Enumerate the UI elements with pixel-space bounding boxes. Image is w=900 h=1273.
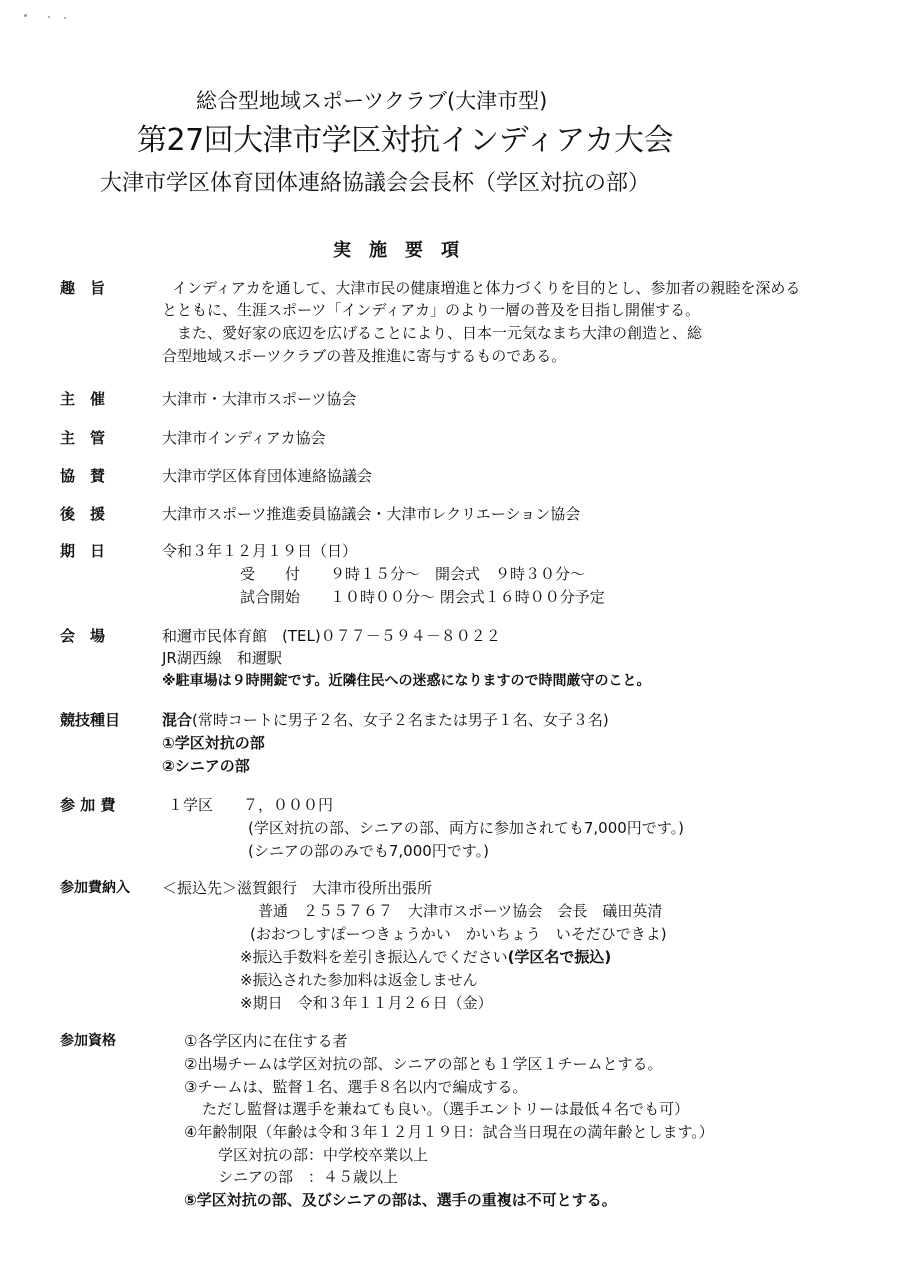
payment-fee-note-bold: (学区名で振込)	[507, 948, 612, 966]
payment-fee-note-text: ※振込手数料を差引き振込んでください	[240, 948, 508, 966]
match-time: 試合開始 １０時００分～ 閉会式１６時００分予定	[240, 588, 605, 606]
payment-deadline: ※期日 令和３年１１月２６日（金）	[240, 994, 493, 1012]
events-main	[162, 710, 609, 730]
age-limit-district: 学区対抗の部：中学校卒業以上	[218, 1146, 429, 1164]
label-purpose: 趣 旨	[60, 279, 106, 297]
scan-speck	[24, 14, 27, 17]
payment-bank: ＜振込先＞滋賀銀行 大津市役所出張所	[162, 879, 433, 897]
events-main-detail: (常時コートに男子２名、女子２名または男子１名、女子３名)	[192, 711, 609, 729]
eligibility-5: ⑤学区対抗の部、及びシニアの部は、選手の重複は不可とする。	[184, 1191, 617, 1209]
purpose-line-1: インディアカを通して、大津市民の健康増進と体力づくりを目的とし、参加者の親睦を深める	[172, 279, 801, 297]
event-date: 令和３年１２月１９日（日）	[162, 542, 358, 560]
eligibility-3: ③チームは、監督１名、選手８名以内で編成する。	[184, 1078, 528, 1096]
organizer-value: 大津市・大津市スポーツ協会	[162, 390, 357, 408]
payment-account-kana: (おおつしすぽーつきょうかい かいちょう いそだひできよ)	[250, 925, 667, 943]
fee-note-1: (学区対抗の部、シニアの部、両方に参加されても7,000円です。)	[248, 819, 684, 837]
eligibility-4: ④年齢制限（年齢は令和３年１２月１９日：試合当日現在の満年齢とします。）	[184, 1123, 714, 1141]
venue-name: 和邇市民体育館 (TEL)０７７－５９４－８０２２	[162, 627, 501, 645]
purpose-line-4: 合型地域スポーツクラブの普及推進に寄与するものである。	[162, 347, 567, 365]
cosponsor-value: 大津市学区体育団体連絡協議会	[162, 467, 373, 485]
label-cosponsor: 協 賛	[60, 467, 106, 485]
support-value: 大津市スポーツ推進委員協議会・大津市レクリエーション協会	[162, 505, 581, 523]
eligibility-1: ①各学区内に在住する者	[184, 1032, 348, 1050]
event-item-1: ①学区対抗の部	[162, 734, 265, 752]
purpose-line-2: とともに、生涯スポーツ「インディアカ」のより一層の普及を目指し開催する。	[162, 301, 701, 319]
label-venue: 会 場	[60, 627, 106, 645]
parking-note: ※駐車場は９時開錠です。近隣住民への迷惑になりますので時間厳守のこと。	[162, 673, 651, 689]
label-eligibility: 参加資格	[60, 1033, 116, 1049]
payment-fee-note	[240, 947, 611, 967]
label-date: 期 日	[60, 542, 106, 560]
label-management: 主 管	[60, 429, 106, 447]
label-fee: 参 加 費	[60, 796, 116, 814]
header-cup-title: 大津市学区体育団体連絡協議会会長杯（学区対抗の部）	[100, 171, 651, 196]
page-title: 第27回大津市学区対抗インディアカ大会	[137, 123, 673, 158]
header-subtitle: 総合型地域スポーツクラブ(大津市型)	[196, 89, 548, 113]
fee-amount: １学区 ７，０００円	[168, 796, 334, 814]
eligibility-3-note: ただし監督は選手を兼ねても良い。（選手エントリーは最低４名でも可）	[202, 1100, 690, 1118]
purpose-line-3: また、愛好家の底辺を広げることにより、日本一元気なまち大津の創造と、総	[162, 324, 703, 342]
label-support: 後 援	[60, 505, 106, 523]
scan-speck	[48, 16, 50, 18]
fee-note-2: (シニアの部のみでも7,000円です。)	[248, 842, 489, 860]
events-main-bold: 混合	[162, 711, 193, 729]
management-value: 大津市インディアカ協会	[162, 429, 326, 447]
label-organizer: 主 催	[60, 390, 106, 408]
venue-access: JR湖西線 和邇駅	[162, 649, 282, 667]
label-events: 競技種目	[60, 711, 121, 729]
event-item-2: ②シニアの部	[162, 757, 250, 775]
section-heading: 実施要項	[333, 240, 477, 261]
scan-speck	[64, 17, 66, 19]
payment-account: 普通 ２５５７６７ 大津市スポーツ協会 会長 礒田英清	[258, 902, 663, 920]
age-limit-senior: シニアの部 ：４５歳以上	[218, 1168, 399, 1186]
label-payment: 参加費納入	[60, 880, 130, 896]
reception-time: 受 付 ９時１５分～ 開会式 ９時３０分～	[240, 565, 586, 583]
eligibility-2: ②出場チームは学区対抗の部、シニアの部とも１学区１チームとする。	[184, 1055, 663, 1073]
payment-refund-note: ※振込された参加料は返金しません	[240, 971, 478, 989]
